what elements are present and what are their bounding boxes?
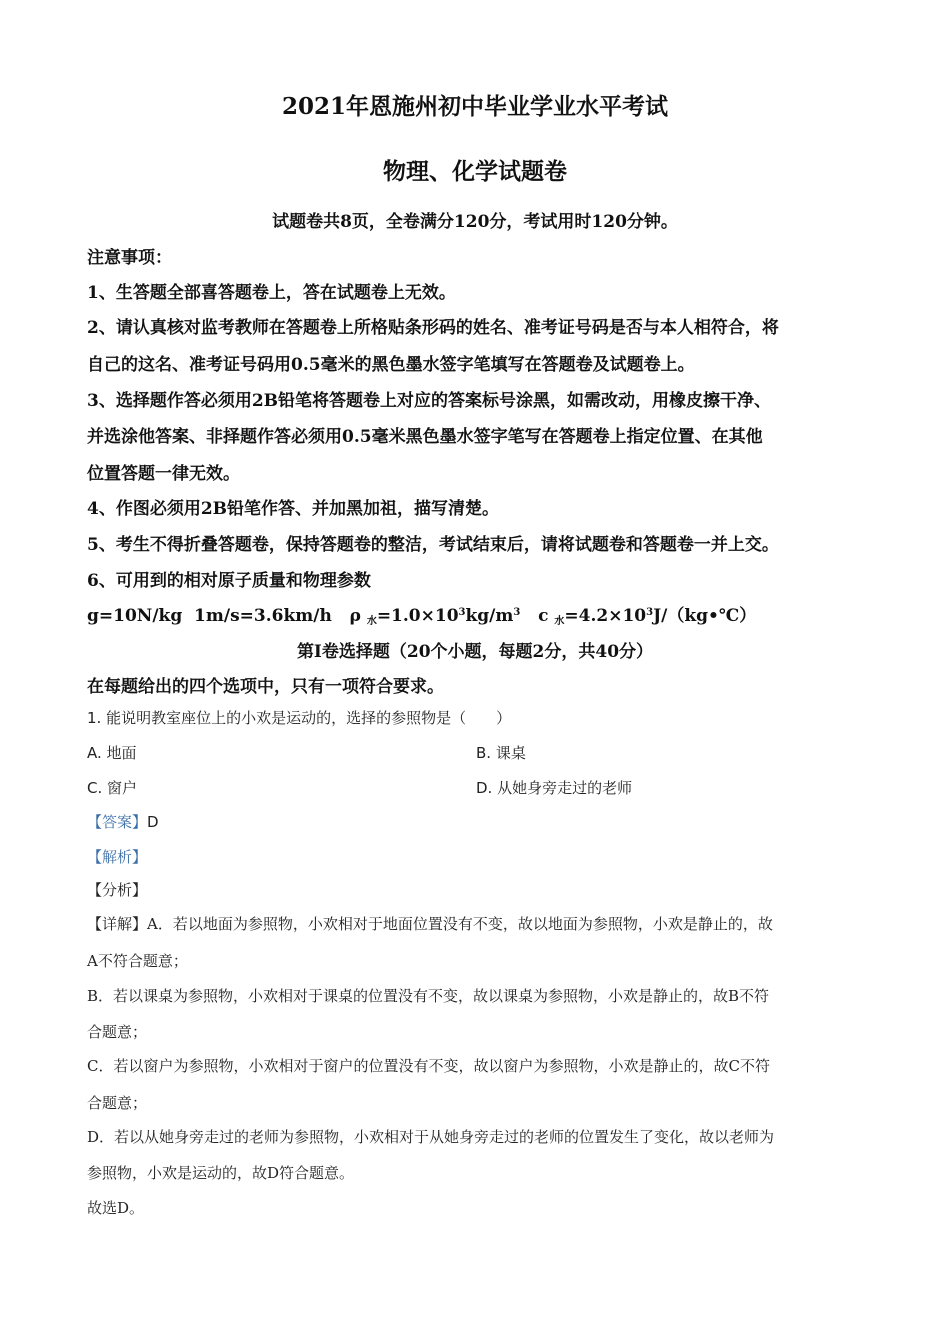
question-1-stem: 1. 能说明教室座位上的小欢是运动的，选择的参照物是（ ） [87,709,512,727]
param-rho: ρ $_水=1.0\times 10^3kg/m^3$ [349,606,521,627]
exam-subtitle: 物理、化学试题卷 [383,158,567,185]
option-b: B. 课桌 [476,744,526,762]
detail-line-8: 参照物，小欢是运动的，故D符合题意。 [87,1164,355,1182]
param-g: g=10N/kg [87,606,183,626]
option-d: D. 从她身旁走过的老师 [476,779,633,797]
note-item-1: 1、生答题全部喜答题卷上，答在试题卷上无效。 [87,283,456,303]
detail-line-6: 合题意； [87,1094,148,1112]
option-c: C. 窗户 [87,779,138,797]
detail-line-5: C．若以窗户为参照物，小欢相对于窗户的位置没有不变，故以窗户为参照物，小欢是静止的，故C不符 [87,1057,770,1075]
detail-line-2: A不符合题意； [87,952,188,970]
detail-line-3: B．若以课桌为参照物，小欢相对于课桌的位置没有不变，故以课桌为参照物，小欢是静止的，故B不符 [87,987,770,1005]
detail-label: 【详解】 [87,915,148,933]
answer-label: 【答案】 [87,813,148,831]
note-item-6: 6、可用到的相对原子质量和物理参数 [87,571,371,591]
detail-line-1: 【详解】A．若以地面为参照物，小欢相对于地面位置没有不变，故以地面为参照物，小欢是静止的，故 [87,915,773,933]
answer-value: D [147,813,159,831]
detail-line-4: 合题意； [87,1023,148,1041]
exam-title: 2021年恩施州初中毕业学业水平考试 [281,93,668,120]
note-item-2-line2: 自己的这名、准考证号码用0.5毫米的黑色墨水签字笔填写在答题卷及试题卷上。 [87,355,695,375]
notes-heading: 注意事项： [87,248,172,268]
conclusion: 故选D。 [87,1199,145,1217]
exam-info: 试题卷共8页，全卷满分120分，考试用时120分钟。 [272,212,678,232]
param-speed: 1m/s=3.6km/h [194,606,332,626]
note-item-5: 5、考生不得折叠答题卷，保持答题卷的整洁，考试结束后，请将试题卷和答题卷一并上交。 [87,535,779,555]
note-item-2-line1: 2、请认真核对监考教师在答题卷上所格贴条形码的姓名、准考证号码是否与本人相符合，将 [87,318,779,338]
note-item-4: 4、作图必须用2B铅笔作答、并加黑加祖，描写清楚。 [87,499,500,519]
note-item-3-line3: 位置答题一律无效。 [87,464,240,484]
note-item-3-line2: 并选涂他答案、非择题作答必须用0.5毫米黑色墨水签字笔写在答题卷上指定位置、在其他 [87,427,763,447]
physics-parameters [87,601,756,627]
note-item-3-line1: 3、选择题作答必须用2B铅笔将答题卷上对应的答案标号涂黑，如需改动，用橡皮擦干净、 [87,391,772,411]
analysis-label: 【解析】 [87,848,148,866]
section-instruction: 在每题给出的四个选项中，只有一项符合要求。 [87,677,444,697]
option-a: A. 地面 [87,744,137,762]
section-title: 第I卷选择题（20个小题，每题2分，共40分） [296,642,654,662]
param-c: c $_水=4.2\times 10^3J/(kg•℃)$ [538,606,757,627]
answer-line [87,811,159,832]
fenxi-label: 【分析】 [87,881,148,899]
detail-line-7: D．若以从她身旁走过的老师为参照物，小欢相对于从她身旁走过的老师的位置发生了变化，故以老师为 [87,1128,775,1146]
